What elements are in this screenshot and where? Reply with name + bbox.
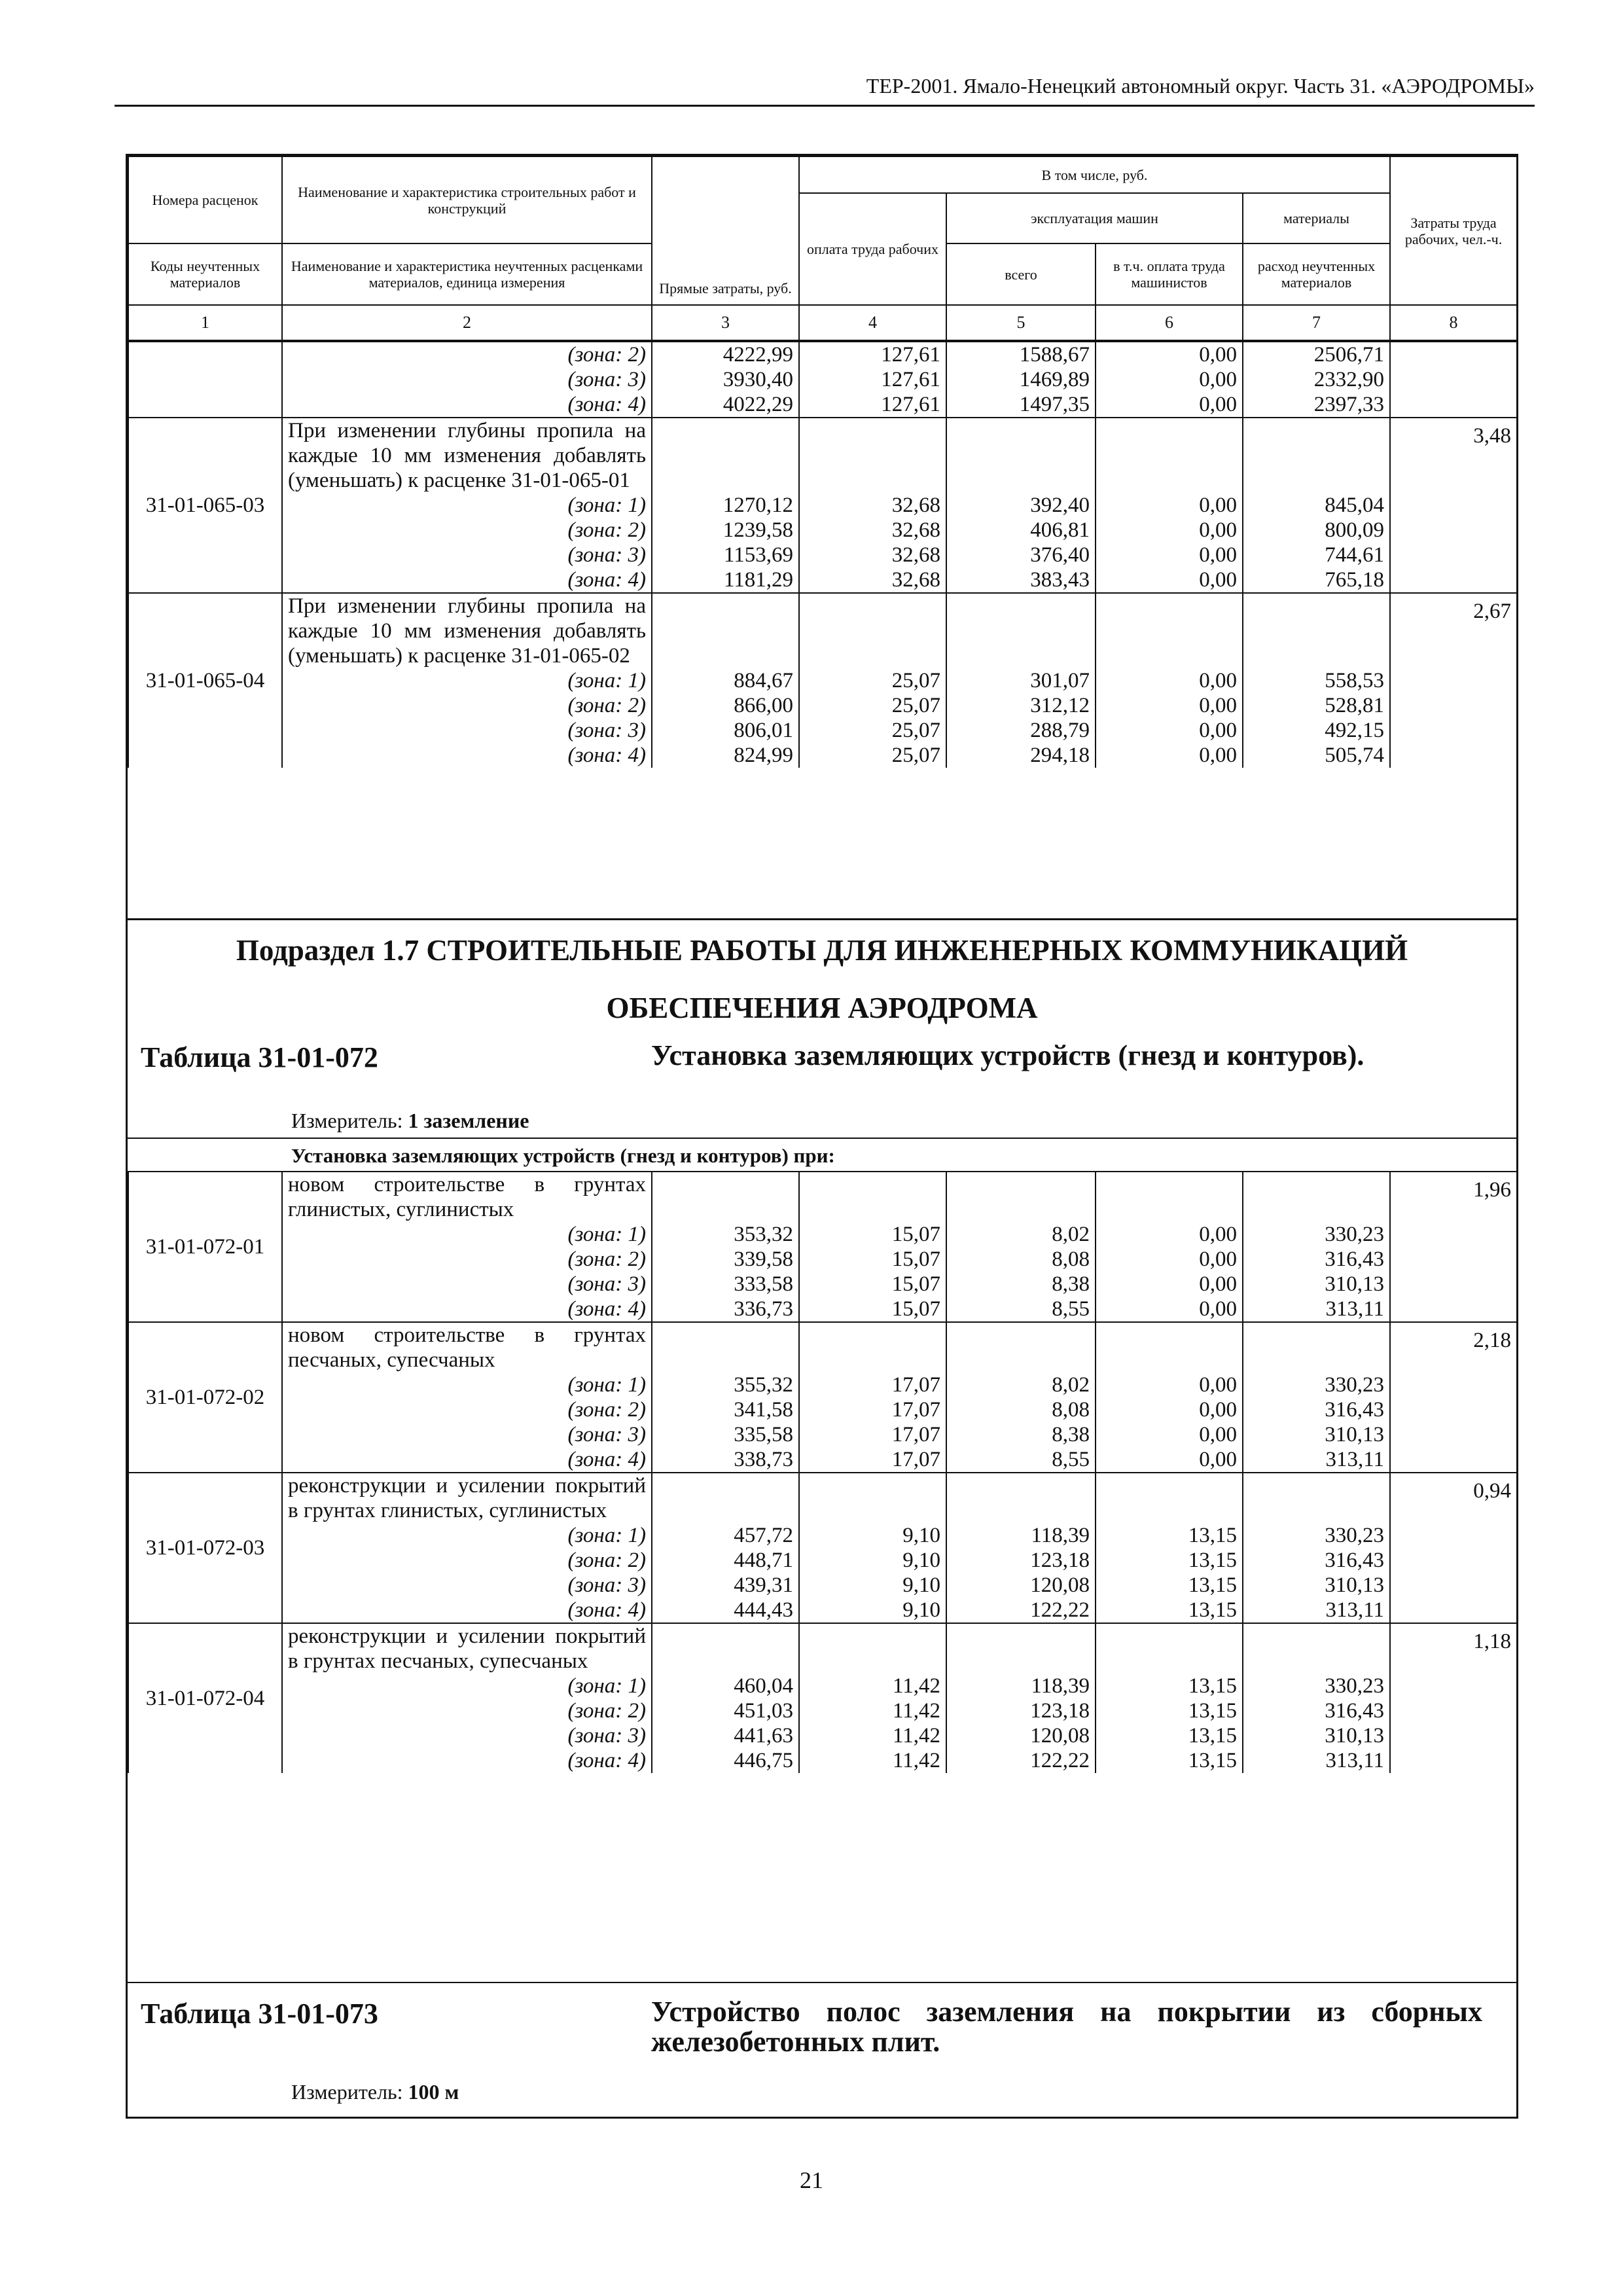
rate-code: 31-01-072-04: [128, 1623, 282, 1773]
direct-cost: 1239,58: [652, 518, 799, 543]
zone-row: [128, 1272, 1517, 1297]
direct-cost: 341,58: [652, 1397, 799, 1422]
zone-label: (зона: 2): [282, 1397, 652, 1422]
zone-row: [128, 367, 1517, 392]
col1-header-bottom: Коды неучтенных материалов: [128, 243, 282, 305]
zone-row: [128, 718, 1517, 743]
table-73-title: Таблица 31-01-073: [141, 1998, 378, 2030]
materials: 330,23: [1243, 1674, 1390, 1698]
direct-cost: [652, 418, 799, 493]
materials: [1243, 1623, 1390, 1674]
direct-cost: 336,73: [652, 1297, 799, 1322]
col4-header: оплата труда рабочих: [799, 193, 946, 305]
zone-label: (зона: 1): [282, 1372, 652, 1397]
divider: [128, 1138, 1516, 1139]
labor-pay: 11,42: [799, 1748, 946, 1773]
measure-label: Измеритель:: [291, 2080, 403, 2104]
zone-label: (зона: 4): [282, 1748, 652, 1773]
labor-pay: 11,42: [799, 1674, 946, 1698]
direct-cost: 333,58: [652, 1272, 799, 1297]
rate-code: 31-01-065-04: [128, 593, 282, 768]
machinist-pay: 0,00: [1096, 342, 1243, 367]
divider: [128, 918, 1516, 920]
direct-cost: [652, 1473, 799, 1523]
labor-pay: 17,07: [799, 1397, 946, 1422]
materials: [1243, 1172, 1390, 1222]
zone-label: (зона: 2): [282, 518, 652, 543]
measure-label: Измеритель:: [291, 1109, 403, 1132]
running-header: [115, 65, 1535, 107]
zone-label: (зона: 1): [282, 493, 652, 518]
materials: 316,43: [1243, 1247, 1390, 1272]
machines-header: эксплуатация машин: [946, 193, 1243, 243]
materials: [1243, 1322, 1390, 1372]
zone-row: [128, 1397, 1517, 1422]
machines-total: [946, 1473, 1096, 1523]
zone-label: (зона: 4): [282, 392, 652, 418]
rate-entry-row: [128, 1172, 1517, 1222]
labor-pay: [799, 1322, 946, 1372]
labor-pay: 32,68: [799, 543, 946, 567]
labor-hours: 3,48: [1390, 418, 1517, 593]
zone-row: [128, 518, 1517, 543]
machinist-pay: 0,00: [1096, 1297, 1243, 1322]
machines-total: 8,38: [946, 1272, 1096, 1297]
labor-pay: 127,61: [799, 392, 946, 418]
col3-header: Прямые затраты, руб.: [652, 156, 799, 305]
labor-pay: 11,42: [799, 1698, 946, 1723]
zone-label: (зона: 3): [282, 1573, 652, 1598]
machines-total: 8,08: [946, 1397, 1096, 1422]
rate-code: [128, 342, 282, 367]
labor-hours: [1390, 392, 1517, 418]
page-number: 21: [800, 2167, 823, 2193]
machinist-pay: 0,00: [1096, 1447, 1243, 1473]
materials: 492,15: [1243, 718, 1390, 743]
zone-row: [128, 493, 1517, 518]
materials: 744,61: [1243, 543, 1390, 567]
machines-total: 8,08: [946, 1247, 1096, 1272]
rate-entry-row: [128, 1473, 1517, 1523]
labor-pay: 25,07: [799, 693, 946, 718]
labor-pay: [799, 593, 946, 668]
machines-total: 8,55: [946, 1447, 1096, 1473]
zone-label: (зона: 4): [282, 1598, 652, 1623]
zone-row: [128, 1523, 1517, 1548]
labor-hours: [1390, 367, 1517, 392]
direct-cost: 355,32: [652, 1372, 799, 1397]
labor-hours: 2,67: [1390, 593, 1517, 768]
zone-row: [128, 567, 1517, 593]
rate-description: новом строительстве в грунтах глинистых, суглинистых: [282, 1172, 652, 1222]
zone-row: [128, 1698, 1517, 1723]
materials: 330,23: [1243, 1523, 1390, 1548]
direct-cost: 448,71: [652, 1548, 799, 1573]
machinist-pay: 0,00: [1096, 1372, 1243, 1397]
column-header-table: [128, 156, 1518, 341]
labor-pay: 11,42: [799, 1723, 946, 1748]
materials: 313,11: [1243, 1447, 1390, 1473]
materials: [1243, 1473, 1390, 1523]
materials-header: материалы: [1243, 193, 1390, 243]
machinist-pay: [1096, 418, 1243, 493]
machinist-pay: [1096, 1623, 1243, 1674]
machinist-pay: 13,15: [1096, 1674, 1243, 1698]
machines-total: 301,07: [946, 668, 1096, 693]
machinist-pay: 0,00: [1096, 1222, 1243, 1247]
materials: 310,13: [1243, 1272, 1390, 1297]
rate-code: 31-01-072-03: [128, 1473, 282, 1623]
table-72-title: Таблица 31-01-072: [141, 1041, 378, 1073]
materials: 2397,33: [1243, 392, 1390, 418]
machines-total: 8,55: [946, 1297, 1096, 1322]
materials: 330,23: [1243, 1372, 1390, 1397]
labor-pay: 9,10: [799, 1573, 946, 1598]
materials: [1243, 418, 1390, 493]
machines-total: [946, 1172, 1096, 1222]
labor-pay: 17,07: [799, 1422, 946, 1447]
zone-row: [128, 1598, 1517, 1623]
machines-total: 1469,89: [946, 367, 1096, 392]
machinist-pay: [1096, 1322, 1243, 1372]
machines-total: 1588,67: [946, 342, 1096, 367]
table-72-group-heading: Установка заземляющих устройств (гнезд и контуров) при:: [291, 1144, 835, 1167]
table-73-measure: [291, 2080, 459, 2104]
zone-row: [128, 342, 1517, 367]
materials: 316,43: [1243, 1698, 1390, 1723]
materials: 845,04: [1243, 493, 1390, 518]
col2-header-bottom: Наименование и характеристика неучтенных расценками материалов, единица измерения: [282, 243, 652, 305]
machines-total: 376,40: [946, 543, 1096, 567]
machinist-pay: 13,15: [1096, 1698, 1243, 1723]
labor-hours: 0,94: [1390, 1473, 1517, 1623]
col1-header-top: Номера расценок: [128, 156, 282, 243]
machines-total: 122,22: [946, 1598, 1096, 1623]
labor-pay: 127,61: [799, 342, 946, 367]
direct-cost: 3930,40: [652, 367, 799, 392]
materials: 765,18: [1243, 567, 1390, 593]
col8-header: Затраты труда рабочих, чел.-ч.: [1390, 156, 1517, 305]
zone-row: [128, 1372, 1517, 1397]
zone-label: (зона: 4): [282, 567, 652, 593]
machines-total: [946, 593, 1096, 668]
zone-row: [128, 1548, 1517, 1573]
zone-row: [128, 1674, 1517, 1698]
machines-total: 123,18: [946, 1548, 1096, 1573]
col-number: 6: [1096, 305, 1243, 340]
machinist-pay: 0,00: [1096, 493, 1243, 518]
materials: 310,13: [1243, 1422, 1390, 1447]
machines-total: 383,43: [946, 567, 1096, 593]
machines-total: 392,40: [946, 493, 1096, 518]
machines-total: 120,08: [946, 1723, 1096, 1748]
machinist-pay: 0,00: [1096, 392, 1243, 418]
zone-row: [128, 668, 1517, 693]
direct-cost: 884,67: [652, 668, 799, 693]
rate-code: [128, 392, 282, 418]
direct-cost: 806,01: [652, 718, 799, 743]
table-72-measure: [291, 1109, 529, 1133]
zone-label: (зона: 3): [282, 1272, 652, 1297]
materials: 505,74: [1243, 743, 1390, 768]
col7-header: расход неучтенных материалов: [1243, 243, 1390, 305]
labor-pay: 17,07: [799, 1447, 946, 1473]
direct-cost: 338,73: [652, 1447, 799, 1473]
direct-cost: 1153,69: [652, 543, 799, 567]
measure-value: 1 заземление: [408, 1109, 529, 1132]
rate-code: 31-01-072-02: [128, 1322, 282, 1473]
table-73-name: Устройство полос заземления на покрытии из сборных железобетонных плит.: [651, 1996, 1482, 2058]
document-frame: [126, 154, 1518, 2119]
direct-cost: 1270,12: [652, 493, 799, 518]
labor-hours: 2,18: [1390, 1322, 1517, 1473]
labor-pay: 25,07: [799, 743, 946, 768]
zone-row: [128, 1723, 1517, 1748]
machinist-pay: 13,15: [1096, 1723, 1243, 1748]
labor-hours: [1390, 342, 1517, 367]
rates-table-b: [128, 1171, 1518, 1773]
rate-entry-row: [128, 1322, 1517, 1372]
rate-entry-row: [128, 593, 1517, 668]
zone-row: [128, 1748, 1517, 1773]
zone-label: (зона: 4): [282, 1447, 652, 1473]
machinist-pay: [1096, 1172, 1243, 1222]
labor-pay: 9,10: [799, 1598, 946, 1623]
direct-cost: 866,00: [652, 693, 799, 718]
machinist-pay: 0,00: [1096, 1272, 1243, 1297]
labor-pay: 9,10: [799, 1523, 946, 1548]
machines-total: 406,81: [946, 518, 1096, 543]
zone-row: [128, 1222, 1517, 1247]
direct-cost: 451,03: [652, 1698, 799, 1723]
zone-label: (зона: 3): [282, 1422, 652, 1447]
direct-cost: 444,43: [652, 1598, 799, 1623]
materials: 313,11: [1243, 1297, 1390, 1322]
rate-entry-row: [128, 418, 1517, 493]
labor-hours: 1,18: [1390, 1623, 1517, 1773]
table-72-name: Установка заземляющих устройств (гнезд и контуров).: [651, 1039, 1364, 1071]
zone-row: [128, 1422, 1517, 1447]
machines-total: 8,02: [946, 1372, 1096, 1397]
col6-header: в т.ч. оплата труда машинистов: [1096, 243, 1243, 305]
direct-cost: 446,75: [652, 1748, 799, 1773]
machines-total: 118,39: [946, 1523, 1096, 1548]
materials: 2332,90: [1243, 367, 1390, 392]
labor-pay: 32,68: [799, 493, 946, 518]
zone-label: (зона: 2): [282, 1247, 652, 1272]
zone-label: (зона: 3): [282, 367, 652, 392]
rate-code: 31-01-065-03: [128, 418, 282, 593]
col-number: 5: [946, 305, 1096, 340]
direct-cost: [652, 593, 799, 668]
labor-pay: 15,07: [799, 1297, 946, 1322]
zone-label: (зона: 1): [282, 668, 652, 693]
rate-description: реконструкции и усилении покрытий в грунтах глинистых, суглинистых: [282, 1473, 652, 1523]
zone-label: (зона: 1): [282, 1523, 652, 1548]
measure-value: 100 м: [408, 2080, 459, 2104]
machines-total: 8,02: [946, 1222, 1096, 1247]
machinist-pay: 0,00: [1096, 693, 1243, 718]
zone-row: [128, 1247, 1517, 1272]
labor-pay: [799, 1172, 946, 1222]
labor-pay: 127,61: [799, 367, 946, 392]
labor-pay: [799, 1623, 946, 1674]
machines-total: 123,18: [946, 1698, 1096, 1723]
direct-cost: 824,99: [652, 743, 799, 768]
running-header-text: ТЕР-2001. Ямало-Ненецкий автономный округ. Часть 31. «АЭРОДРОМЫ»: [866, 74, 1535, 98]
direct-cost: [652, 1322, 799, 1372]
machinist-pay: 0,00: [1096, 743, 1243, 768]
machines-total: 118,39: [946, 1674, 1096, 1698]
subsection-title-line1: Подраздел 1.7 СТРОИТЕЛЬНЫЕ РАБОТЫ ДЛЯ ИНЖЕНЕРНЫХ КОММУНИКАЦИЙ: [236, 934, 1408, 967]
materials: 2506,71: [1243, 342, 1390, 367]
machinist-pay: 0,00: [1096, 567, 1243, 593]
machines-total: 120,08: [946, 1573, 1096, 1598]
machines-total: 312,12: [946, 693, 1096, 718]
zone-label: (зона: 4): [282, 1297, 652, 1322]
labor-pay: 32,68: [799, 567, 946, 593]
machinist-pay: 0,00: [1096, 367, 1243, 392]
labor-pay: 9,10: [799, 1548, 946, 1573]
machines-total: 288,79: [946, 718, 1096, 743]
direct-cost: 457,72: [652, 1523, 799, 1548]
machinist-pay: 0,00: [1096, 543, 1243, 567]
machinist-pay: [1096, 1473, 1243, 1523]
zone-label: (зона: 2): [282, 342, 652, 367]
direct-cost: 335,58: [652, 1422, 799, 1447]
machines-total: 1497,35: [946, 392, 1096, 418]
col5-header: всего: [946, 243, 1096, 305]
direct-cost: 1181,29: [652, 567, 799, 593]
machinist-pay: 0,00: [1096, 718, 1243, 743]
machines-total: [946, 418, 1096, 493]
machinist-pay: [1096, 593, 1243, 668]
machinist-pay: 13,15: [1096, 1598, 1243, 1623]
materials: 528,81: [1243, 693, 1390, 718]
col-number: 3: [652, 305, 799, 340]
labor-pay: [799, 418, 946, 493]
col-number: 2: [282, 305, 652, 340]
zone-label: (зона: 3): [282, 718, 652, 743]
zone-label: (зона: 2): [282, 1698, 652, 1723]
direct-cost: 339,58: [652, 1247, 799, 1272]
labor-pay: 17,07: [799, 1372, 946, 1397]
machinist-pay: 0,00: [1096, 1422, 1243, 1447]
zone-row: [128, 743, 1517, 768]
labor-pay: 25,07: [799, 668, 946, 693]
direct-cost: 4222,99: [652, 342, 799, 367]
rates-table-a: [128, 341, 1518, 768]
zone-label: (зона: 4): [282, 743, 652, 768]
subsection-title-line2: ОБЕСПЕЧЕНИЯ АЭРОДРОМА: [606, 992, 1038, 1024]
direct-cost: [652, 1623, 799, 1674]
materials: 800,09: [1243, 518, 1390, 543]
zone-row: [128, 1573, 1517, 1598]
zone-row: [128, 693, 1517, 718]
direct-cost: 4022,29: [652, 392, 799, 418]
machines-total: [946, 1623, 1096, 1674]
direct-cost: 353,32: [652, 1222, 799, 1247]
machinist-pay: 0,00: [1096, 1247, 1243, 1272]
rate-description: При изменении глубины пропила на каждые 10 мм изменения добавлять (уменьшать) к расценке 31-01-065-01: [282, 418, 652, 493]
machinist-pay: 0,00: [1096, 668, 1243, 693]
machines-total: [946, 1322, 1096, 1372]
rate-description: При изменении глубины пропила на каждые 10 мм изменения добавлять (уменьшать) к расценке 31-01-065-02: [282, 593, 652, 668]
rate-description: реконструкции и усилении покрытий в грунтах песчаных, супесчаных: [282, 1623, 652, 1674]
direct-cost: [652, 1172, 799, 1222]
labor-pay: 15,07: [799, 1222, 946, 1247]
labor-pay: [799, 1473, 946, 1523]
direct-cost: 439,31: [652, 1573, 799, 1598]
rate-code: [128, 367, 282, 392]
materials: 316,43: [1243, 1548, 1390, 1573]
col2-header-top: Наименование и характеристика строительных работ и конструкций: [282, 156, 652, 243]
zone-label: (зона: 2): [282, 1548, 652, 1573]
direct-cost: 441,63: [652, 1723, 799, 1748]
materials: 316,43: [1243, 1397, 1390, 1422]
labor-hours: 1,96: [1390, 1172, 1517, 1322]
machines-total: 8,38: [946, 1422, 1096, 1447]
direct-cost: 460,04: [652, 1674, 799, 1698]
labor-pay: 25,07: [799, 718, 946, 743]
machinist-pay: 13,15: [1096, 1748, 1243, 1773]
labor-pay: 15,07: [799, 1247, 946, 1272]
incl-header: В том числе, руб.: [799, 156, 1390, 193]
zone-row: [128, 543, 1517, 567]
machinist-pay: 13,15: [1096, 1548, 1243, 1573]
materials: 310,13: [1243, 1573, 1390, 1598]
materials: 313,11: [1243, 1598, 1390, 1623]
materials: 310,13: [1243, 1723, 1390, 1748]
machinist-pay: 13,15: [1096, 1523, 1243, 1548]
zone-row: [128, 1447, 1517, 1473]
labor-pay: 32,68: [799, 518, 946, 543]
col-number: 8: [1390, 305, 1517, 340]
col-number: 1: [128, 305, 282, 340]
materials: 313,11: [1243, 1748, 1390, 1773]
zone-label: (зона: 1): [282, 1674, 652, 1698]
zone-row: [128, 1297, 1517, 1322]
divider: [128, 1982, 1516, 1983]
rate-entry-row: [128, 1623, 1517, 1674]
zone-label: (зона: 1): [282, 1222, 652, 1247]
col-number: 7: [1243, 305, 1390, 340]
materials: [1243, 593, 1390, 668]
machinist-pay: 13,15: [1096, 1573, 1243, 1598]
zone-label: (зона: 3): [282, 543, 652, 567]
materials: 558,53: [1243, 668, 1390, 693]
col-number: 4: [799, 305, 946, 340]
machinist-pay: 0,00: [1096, 1397, 1243, 1422]
zone-label: (зона: 2): [282, 693, 652, 718]
zone-row: [128, 392, 1517, 418]
machinist-pay: 0,00: [1096, 518, 1243, 543]
labor-pay: 15,07: [799, 1272, 946, 1297]
materials: 330,23: [1243, 1222, 1390, 1247]
rate-code: 31-01-072-01: [128, 1172, 282, 1322]
machines-total: 294,18: [946, 743, 1096, 768]
rate-description: новом строительстве в грунтах песчаных, супесчаных: [282, 1322, 652, 1372]
machines-total: 122,22: [946, 1748, 1096, 1773]
zone-label: (зона: 3): [282, 1723, 652, 1748]
